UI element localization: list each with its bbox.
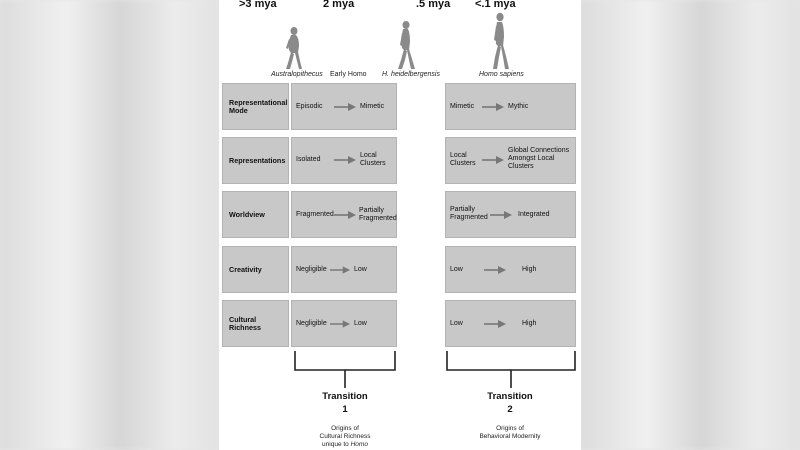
- origin-text-italic: Homo: [350, 441, 368, 448]
- row-label: Worldview: [229, 210, 265, 219]
- australopithecus-figure-icon: [283, 26, 305, 70]
- transition2-cell: [445, 191, 576, 238]
- arrow-right-icon: [330, 320, 350, 328]
- transition1-cell: [291, 191, 397, 238]
- to-state: Mimetic: [360, 103, 385, 110]
- row-label-box: [222, 83, 289, 130]
- transition1-cell: [291, 246, 397, 293]
- arrow-right-icon: [484, 320, 506, 328]
- transition-title-text: Transition: [487, 391, 533, 402]
- transition1-origin: [285, 425, 405, 449]
- arrow-right-icon: [482, 103, 504, 111]
- row-label-box: [222, 246, 289, 293]
- row-label: Creativity: [229, 265, 262, 274]
- transition-title-text: Transition: [322, 391, 368, 402]
- origin-text: [285, 441, 405, 449]
- species-label: Australopithecus: [271, 71, 323, 78]
- transition1-title: [285, 390, 405, 416]
- transition1-bracket: [293, 350, 397, 390]
- to-state: Integrated: [518, 211, 550, 218]
- from-state: Episodic: [296, 103, 323, 110]
- transition1-cell: [291, 137, 397, 184]
- from-state: Negligible: [296, 266, 327, 273]
- transition2-title: [450, 390, 570, 416]
- origin-text: Cultural Richness: [319, 433, 371, 440]
- to-state: Partially Fragmented: [359, 207, 397, 222]
- from-state: Isolated: [296, 156, 321, 163]
- transition2-cell: [445, 300, 576, 347]
- from-state: Local Clusters: [450, 152, 476, 167]
- row-label-box: [222, 137, 289, 184]
- transition1-cell: [291, 300, 397, 347]
- era-label: .5 mya: [416, 0, 451, 10]
- to-state: Mythic: [508, 103, 529, 110]
- arrow-right-icon: [482, 156, 504, 164]
- heidelbergensis-figure-icon: [395, 20, 417, 70]
- era-label: 2 mya: [323, 0, 355, 10]
- from-state: Low: [450, 266, 463, 273]
- species-label: H. heidelbergensis: [382, 71, 440, 78]
- transition2-origin: [450, 425, 570, 441]
- row-label-box: [222, 191, 289, 238]
- species-label: Homo sapiens: [479, 71, 524, 78]
- arrow-right-icon: [484, 266, 506, 274]
- homo-sapiens-figure-icon: [489, 12, 511, 70]
- to-state: Local Clusters: [360, 152, 386, 167]
- arrow-right-icon: [334, 211, 356, 219]
- species-label: Early Homo: [330, 71, 367, 78]
- transition-number: 1: [342, 404, 348, 415]
- row-label-box: [222, 300, 289, 347]
- row-label: Representations: [229, 156, 286, 165]
- from-state: Low: [450, 320, 463, 327]
- to-state: Low: [354, 320, 367, 327]
- origin-text: Origins of: [331, 425, 359, 432]
- era-label: >3 mya: [239, 0, 277, 10]
- blurred-background-right: [581, 0, 800, 450]
- from-state: Fragmented: [296, 211, 334, 218]
- transition2-bracket: [445, 350, 577, 390]
- transition1-cell: [291, 83, 397, 130]
- from-state: Negligible: [296, 320, 327, 327]
- era-label: <.1 mya: [475, 0, 516, 10]
- to-state: High: [522, 266, 537, 273]
- arrow-right-icon: [334, 103, 356, 111]
- arrow-right-icon: [490, 211, 512, 219]
- origin-text-plain: unique to: [322, 441, 351, 448]
- to-state: Global Connections Amongst Local Clusters: [508, 147, 570, 170]
- transition2-cell: [445, 137, 576, 184]
- transition2-cell: [445, 83, 576, 130]
- arrow-right-icon: [330, 266, 350, 274]
- from-state: Partially Fragmented: [450, 206, 488, 221]
- row-label: Representational Mode: [229, 98, 288, 115]
- to-state: Low: [354, 266, 367, 273]
- transition2-cell: [445, 246, 576, 293]
- arrow-right-icon: [334, 156, 356, 164]
- blurred-background-left: [0, 0, 219, 450]
- origin-text: Behavioral Modernity: [479, 433, 541, 440]
- to-state: High: [522, 320, 537, 327]
- diagram-panel: [219, 0, 581, 450]
- from-state: Mimetic: [450, 103, 475, 110]
- origin-text: Origins of: [496, 425, 524, 432]
- transition-number: 2: [507, 404, 513, 415]
- row-label: Cultural Richness: [229, 315, 261, 332]
